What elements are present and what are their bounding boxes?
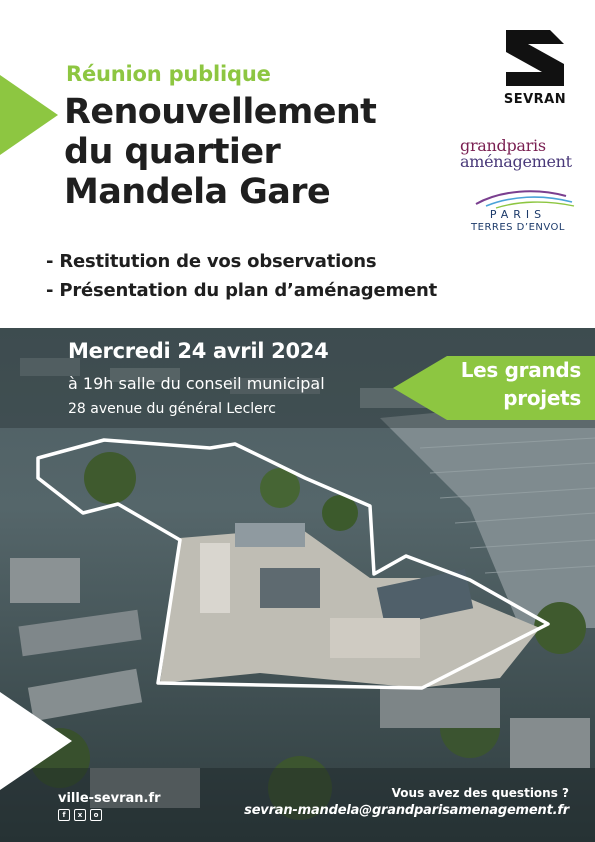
sevran-s-icon	[500, 24, 570, 90]
title-line-2: du quartier	[64, 132, 281, 172]
pte-line-2: TERRES D’ENVOL	[471, 222, 565, 233]
badge-line-1: Les grands	[460, 358, 581, 382]
title-line-3: Mandela Gare	[64, 172, 331, 212]
event-time-place: à 19h salle du conseil municipal	[68, 374, 325, 393]
questions-label: Vous avez des questions ?	[391, 786, 569, 800]
contact-email-link[interactable]: sevran-mandela@grandparisamenagement.fr	[244, 803, 569, 818]
event-address: 28 avenue du général Leclerc	[68, 401, 276, 417]
page-title	[64, 92, 376, 212]
eyebrow-label: Réunion publique	[66, 62, 271, 86]
event-date: Mercredi 24 avril 2024	[68, 339, 329, 363]
website-link[interactable]: ville-sevran.fr	[58, 791, 161, 806]
pte-line-1: PARIS	[489, 208, 547, 221]
x-icon[interactable]: x	[74, 809, 86, 821]
social-icons	[58, 809, 102, 821]
agenda-item: - Restitution de vos observations	[46, 251, 377, 272]
paris-terres-denvol-logo	[456, 188, 580, 244]
grandparis-amenagement-logo	[460, 138, 582, 178]
title-line-1: Renouvellement	[64, 92, 377, 132]
badge-line-2: projets	[503, 386, 581, 410]
agenda-list	[46, 247, 437, 305]
green-triangle-decoration	[0, 75, 58, 155]
instagram-icon[interactable]: o	[90, 809, 102, 821]
gpa-line-2: aménagement	[460, 152, 572, 171]
facebook-icon[interactable]: f	[58, 809, 70, 821]
gpa-line-1: grandparis	[460, 136, 546, 155]
grands-projets-badge	[393, 356, 595, 420]
sevran-logo	[500, 24, 570, 110]
white-triangle-decoration	[0, 692, 72, 790]
sevran-wordmark: SEVRAN	[503, 92, 567, 107]
agenda-item: - Présentation du plan d’aménagement	[46, 280, 438, 301]
